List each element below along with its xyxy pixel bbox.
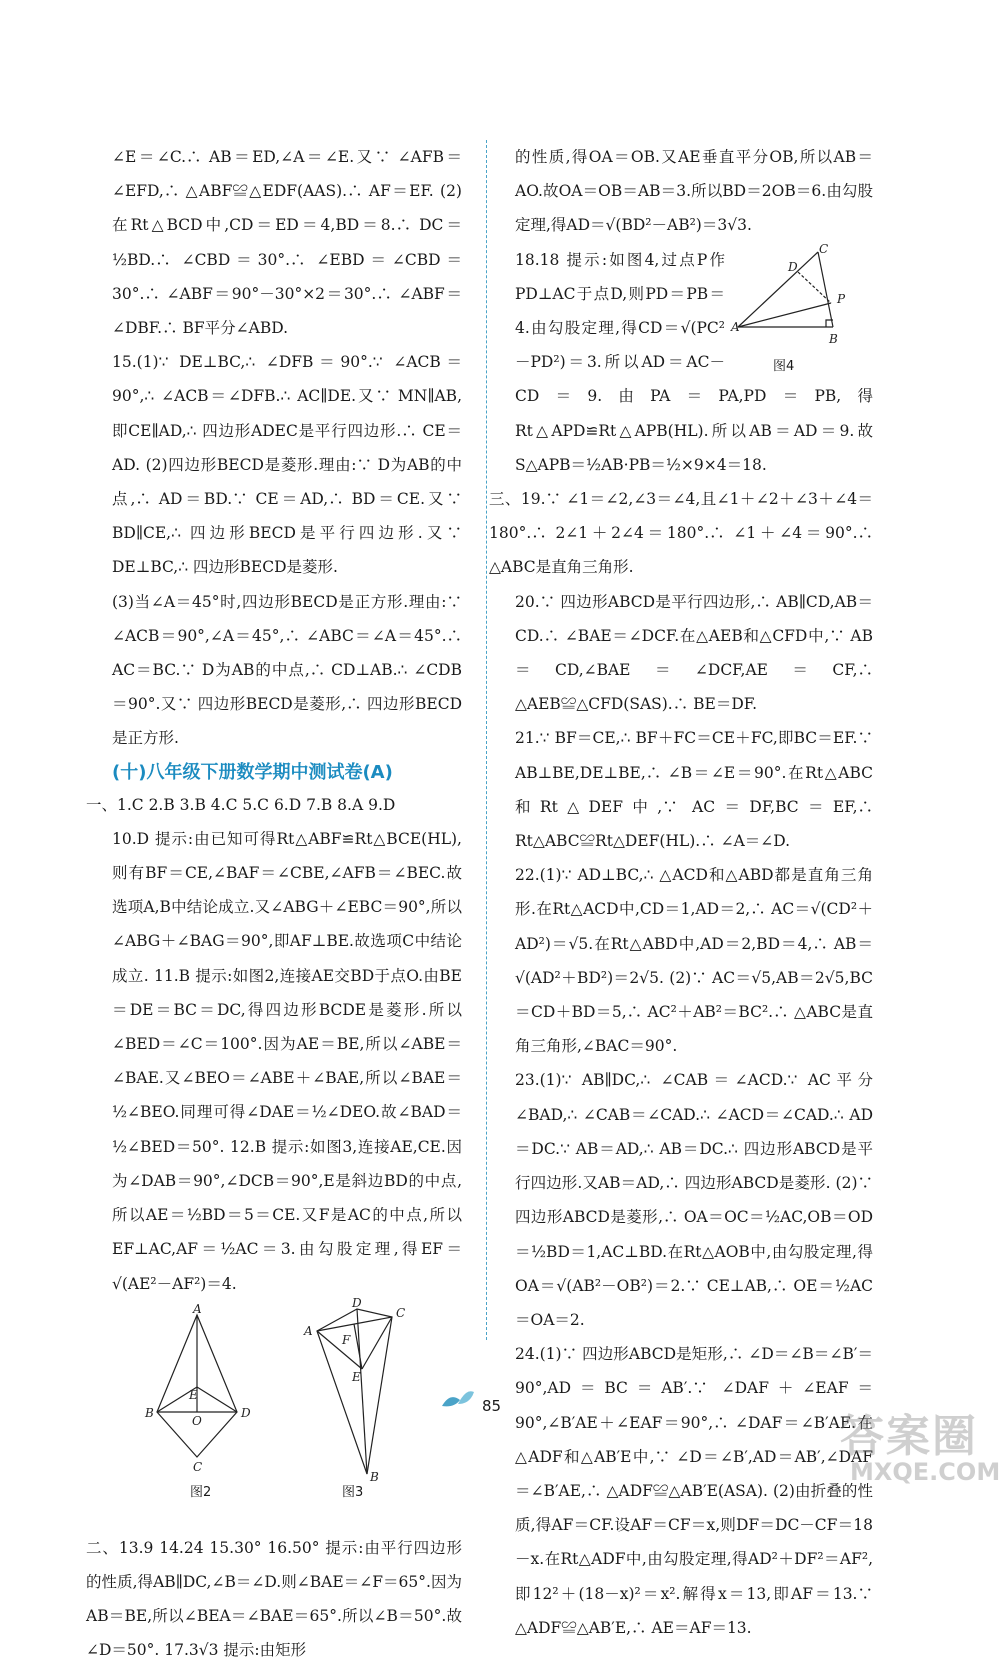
svg-text:C: C — [819, 241, 829, 256]
figure-4 — [731, 241, 873, 357]
answer-15: 15.(1)∵ DE⊥BC,∴ ∠DFB＝90°.∵ ∠ACB＝90°,∴ ∠ACB＝∠DFB.∴ AC∥DE.又∵ MN∥AB,即CE∥AD,∴ 四边形ADEC是平行四边形.∴ CE＝AD. (2)四边形BECD是菱形.理由:∵ D为AB的中点,∴ AD＝BD.∵ CE＝AD,∴ BD＝CE.又∵ BD∥CE,∴ 四边形BECD是平行四边形.又∵ DE⊥BC,∴ 四边形BECD是菱形. — [112, 353, 462, 577]
left-column — [86, 140, 462, 1668]
answer-18: 18.18 提示:如图4,过点P作PD⊥AC于点D,则PD＝PB＝4.由勾股定理,得CD＝√(PC²－PD²)＝3.所以AD＝AC－CD＝9.由PA＝PA,PD＝PB,得Rt△APD≌Rt△APB(HL).所以AB＝AD＝9.故S△APB＝½AB·PB＝½×9×4＝18. — [515, 250, 873, 474]
answer-19: 三、19.∵ ∠1＝∠2,∠3＝∠4,且∠1＋∠2＋∠3＋∠4＝180°.∴ 2∠1＋2∠4＝180°.∴ ∠1＋∠4＝90°.∴ △ABC是直角三角形. — [489, 490, 873, 577]
figures-2-3 — [112, 1295, 462, 1507]
answer-23: 23.(1)∵ AB∥DC,∴ ∠CAB＝∠ACD.∵ AC平分∠BAD,∴ ∠CAB＝∠CAD.∴ ∠ACD＝∠CAD.∴ AD＝DC.∵ AB＝AD,∴ AB＝DC.∴ 四边形ABCD是平行四边形.又AB＝AD,∴ 四边形ABCD是菱形. (2)∵ 四边形ABCD是菱形,∴ OA＝OC＝½AC,OB＝OD＝½BD＝1,AC⊥BD.在Rt△AOB中,由勾股定理,得OA＝√(AB²－OB²)＝2.∵ CE⊥AB,∴ OE＝½AC＝OA＝2. — [515, 1071, 873, 1329]
answers-13-17: 二、13.9 14.24 15.30° 16.50° 提示:由平行四边形的性质,得AB∥DC,∠B＝∠D.则∠BAE＝∠F＝65°.因为AB＝BE,所以∠BEA＝∠BAE＝65°.所以∠B＝50°.故∠D＝50°. 17.3√3 提示:由矩形 — [86, 1538, 462, 1660]
svg-text:B: B — [829, 331, 838, 346]
svg-text:O: O — [192, 1413, 202, 1428]
figure-3-caption: 图3 — [342, 1484, 364, 1500]
svg-text:P: P — [837, 291, 846, 306]
answers-1-9: 一、1.C 2.B 3.B 4.C 5.C 6.D 7.B 8.A 9.D — [86, 795, 396, 814]
svg-text:D: D — [241, 1405, 251, 1420]
answer-15-part3: (3)当∠A＝45°时,四边形BECD是正方形.理由:∵ ∠ACB＝90°,∠A＝45°,∴ ∠ABC＝∠A＝45°.∴ AC＝BC.∵ D为AB的中点,∴ CD⊥AB.∴ ∠CDB＝90°.又∵ 四边形BECD是菱形,∴ 四边形BECD是正方形. — [112, 592, 462, 748]
svg-text:A: A — [193, 1301, 202, 1316]
svg-text:C: C — [396, 1305, 406, 1320]
leaf-ornament-icon — [440, 1386, 476, 1412]
watermark — [830, 1400, 1000, 1499]
watermark-url: MXQE.COM — [850, 1458, 1000, 1486]
svg-text:B: B — [145, 1405, 154, 1420]
svg-text:C: C — [193, 1459, 203, 1474]
svg-text:E: E — [189, 1387, 198, 1402]
svg-text:D: D — [788, 259, 798, 274]
section-title: (十)八年级下册数学期中测试卷(A) — [112, 761, 393, 783]
figure-2 — [137, 1301, 267, 1477]
svg-text:F: F — [342, 1332, 351, 1347]
figure-4-wrap — [731, 241, 873, 377]
figure-4-caption: 图4 — [773, 358, 795, 374]
svg-text:B: B — [370, 1469, 379, 1484]
svg-text:E: E — [352, 1369, 361, 1384]
answer-20: 20.∵ 四边形ABCD是平行四边形,∴ AB∥CD,AB＝CD.∴ ∠BAE＝∠DCF.在△AEB和△CFD中,∵ AB＝CD,∠BAE＝∠DCF,AE＝CF,∴ △AEB≌△CFD(SAS).∴ BE＝DF. — [515, 592, 873, 714]
answer-22: 22.(1)∵ AD⊥BC,∴ △ACD和△ABD都是直角三角形.在Rt△ACD中,CD＝1,AD＝2,∴ AC＝√(CD²＋AD²)＝√5.在Rt△ABD中,AD＝2,BD＝4,∴ AB＝√(AD²＋BD²)＝2√5. (2)∵ AC＝√5,AB＝2√5,BC＝CD＋BD＝5,∴ AC²＋AB²＝BC².∴ △ABC是直角三角形,∠BAC＝90°. — [515, 866, 873, 1056]
answer-14-continued: ∠E＝∠C.∴ AB＝ED,∠A＝∠E.又∵ ∠AFB＝∠EFD,∴ △ABF≌△EDF(AAS).∴ AF＝EF. (2)在Rt△BCD中,CD＝ED＝4,BD＝8.∴ DC＝½BD.∴ ∠CBD＝30°.∴ ∠EBD＝∠CBD＝30°.∴ ∠ABF＝90°－30°×2＝30°.∴ ∠ABF＝∠DBF.∴ BF平分∠ABD. — [112, 148, 462, 338]
svg-text:A: A — [304, 1323, 313, 1338]
answer-24: 24.(1)∵ 四边形ABCD是矩形,∴ ∠D＝∠B＝∠B′＝90°,AD＝BC＝AB′.∵ ∠DAF＋∠EAF＝90°,∠B′AE＋∠EAF＝90°,∴ ∠DAF＝∠B′AE.在△ADF和△AB′E中,∵ ∠D＝∠B′,AD＝AB′,∠DAF＝∠B′AE,∴ △ADF≌△AB′E(ASA). (2)由折叠的性质,得AF＝CF.设AF＝CF＝x,则DF＝DC－CF＝18－x.在Rt△ADF中,由勾股定理,得AD²＋DF²＝AF²,即12²＋(18－x)²＝x².解得x＝13,即AF＝13.∵ △ADF≌△AB′E,∴ AE＝AF＝13. — [515, 1345, 873, 1637]
page-number: 85 — [482, 1397, 502, 1415]
svg-text:D: D — [352, 1295, 362, 1310]
watermark-logo: 答案圈 — [840, 1411, 978, 1462]
svg-text:A: A — [731, 319, 740, 334]
column-divider — [486, 140, 487, 1340]
figure-3 — [292, 1295, 432, 1484]
answer-17-continued: 的性质,得OA＝OB.又AE垂直平分OB,所以AB＝AO.故OA＝OB＝AB＝3.所以BD＝2OB＝6.由勾股定理,得AD＝√(BD²－AB²)＝3√3. — [515, 148, 873, 235]
answers-10-12: 10.D 提示:由已知可得Rt△ABF≌Rt△BCE(HL),则有BF＝CE,∠BAF＝∠CBE,∠AFB＝∠BEC.故选项A,B中结论成立.又∠ABG＋∠EBC＝90°,所以∠ABG＋∠BAG＝90°,即AF⊥BE.故选项C中结论成立. 11.B 提示:如图2,连接AE交BD于点O.由BE＝DE＝BC＝DC,得四边形BCDE是菱形.所以∠BED＝∠C＝100°.因为AE＝BE,所以∠ABE＝∠BAE.又∠BEO＝∠ABE＋∠BAE,所以∠BAE＝½∠BEO.同理可得∠DAE＝½∠DEO.故∠BAD＝½∠BED＝50°. 12.B 提示:如图3,连接AE,CE.因为∠DAB＝90°,∠DCB＝90°,E是斜边BD的中点,所以AE＝½BD＝5＝CE.又F是AC的中点,所以EF⊥AC,AF＝½AC＝3.由勾股定理,得EF＝√(AE²－AF²)＝4. — [112, 829, 462, 1293]
answer-21: 21.∵ BF＝CE,∴ BF＋FC＝CE＋FC,即BC＝EF.∵ AB⊥BE,DE⊥BE,∴ ∠B＝∠E＝90°.在Rt△ABC和Rt△DEF中,∵ AC＝DF,BC＝EF,∴ Rt△ABC≌Rt△DEF(HL).∴ ∠A＝∠D. — [515, 729, 873, 851]
figure-2-caption: 图2 — [190, 1484, 212, 1500]
